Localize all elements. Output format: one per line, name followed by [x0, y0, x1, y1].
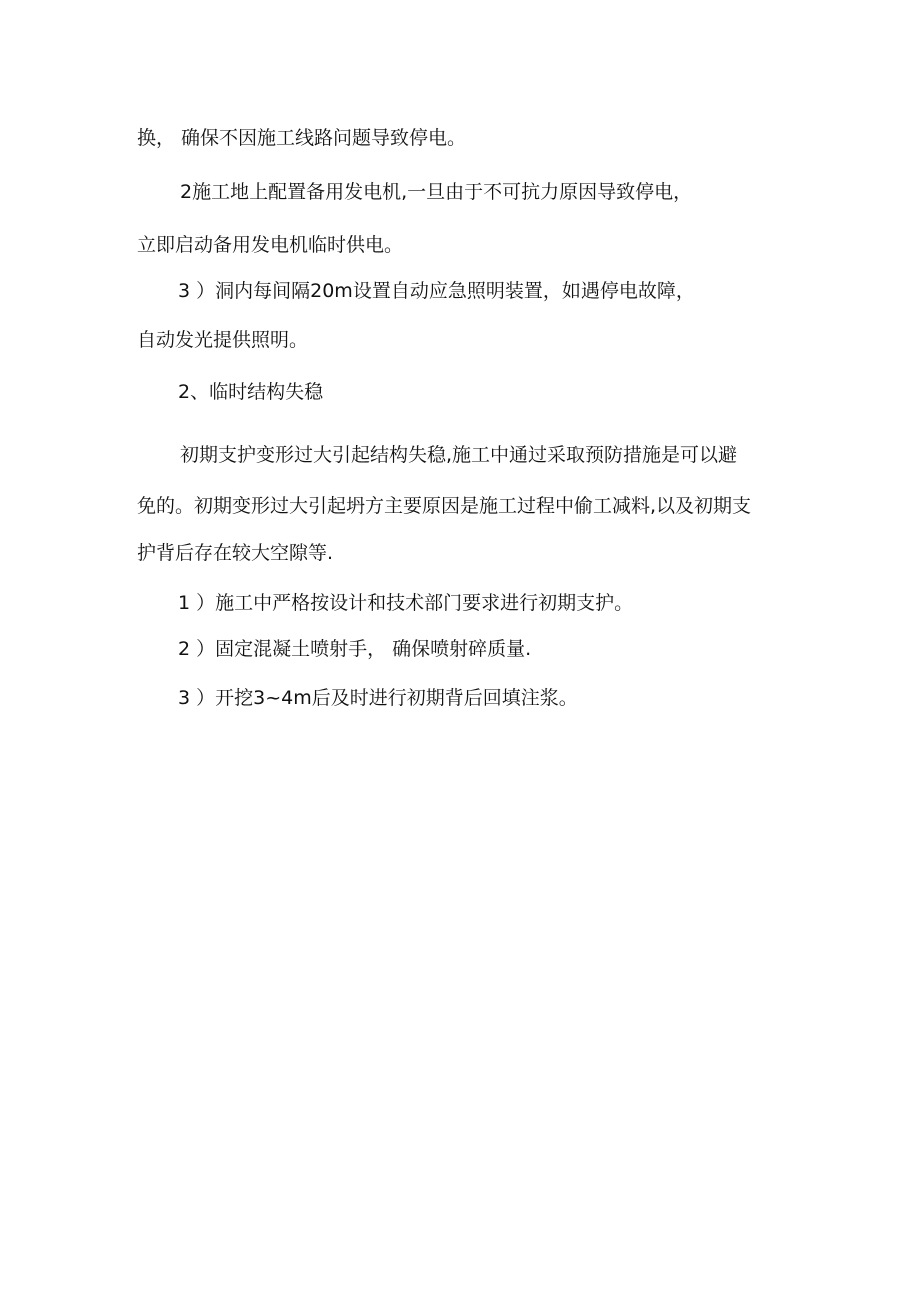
text-line-1: 换， 确保不因施工线路问题导致停电。 — [137, 127, 467, 149]
text-line-4: 3 ）洞内每间隔20m设置自动应急照明装置，如遇停电故障， — [178, 280, 695, 302]
list-item-3: 3 ）开挖3~4m后及时进行初期背后回填注浆。 — [178, 687, 578, 709]
text-line-9: 护背后存在较大空隙等. — [137, 542, 334, 564]
list-item-2: 2 ）固定混凝土喷射手， 确保喷射碎质量. — [178, 638, 532, 660]
text-line-3: 立即启动备用发电机临时供电。 — [137, 234, 404, 256]
text-line-2: 2施工地上配置备用发电机,一旦由于不可抗力原因导致停电， — [180, 181, 693, 203]
text-line-5: 自动发光提供照明。 — [137, 329, 309, 351]
list-item-1: 1 ）施工中严格按设计和技术部门要求进行初期支护。 — [178, 592, 634, 614]
section-heading: 2、临时结构失稳 — [178, 381, 324, 403]
text-line-8: 免的。初期变形过大引起坍方主要原因是施工过程中偷工减料,以及初期支 — [137, 495, 752, 517]
text-line-7: 初期支护变形过大引起结构失稳,施工中通过采取预防措施是可以避 — [180, 444, 738, 466]
